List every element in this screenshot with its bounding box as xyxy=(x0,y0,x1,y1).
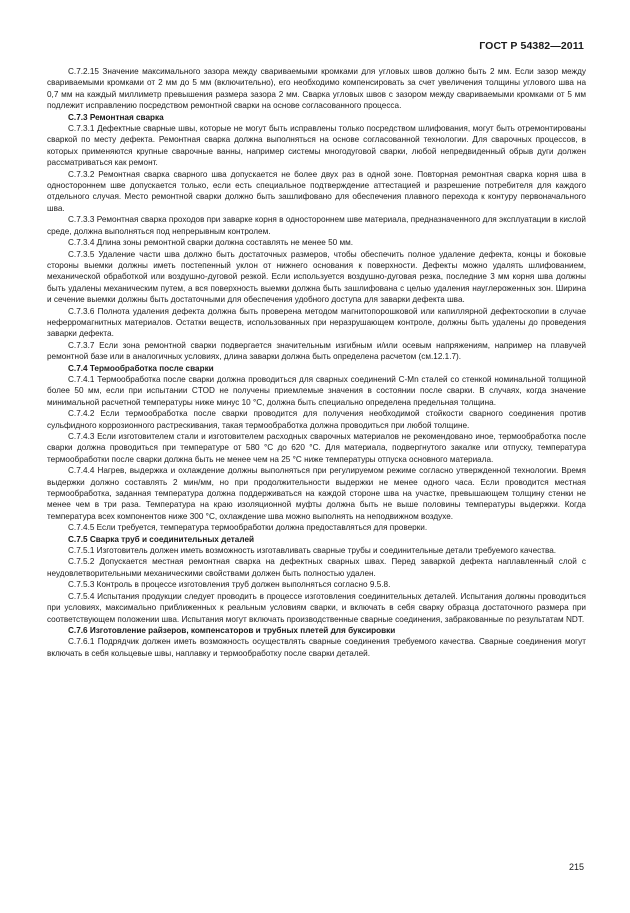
body-paragraph: С.7.3.6 Полнота удаления дефекта должна быть проверена методом магнитопорошковой или капиллярной дефектоскопии в случае неферромагнитных материалов. Остатки веществ, использованных при неразрушающем контроле, должны быть удалены до проведения заварки дефекта. xyxy=(47,306,586,339)
body-paragraph: С.7.3.7 Если зона ремонтной сварки подвергается значительным изгибным и/или осевым напряжениям, например на плавучей ремонтной базе или в аналогичных условиях, длина заварки должна быть определена расчетом (см.12.1.7). xyxy=(47,340,586,362)
body-paragraph: С.7.6.1 Подрядчик должен иметь возможность осуществлять сварные соединения требуемого качества. Сварные соединения могут включать в себя кольцевые швы, наплавку и термообработку после сварки деталей. xyxy=(47,637,586,658)
section-heading: С.7.5 Сварка труб и соединительных деталей xyxy=(68,534,255,544)
body-paragraph: С.7.3.2 Ремонтная сварка сварного шва допускается не более двух раз в одной зоне. Повторная ремонтная сварка корня шва в одностороннем шве допускается только, если есть специальное подтверждение аттестацией и разрешение потребителя для каждого отдельного случая. Место ремонтной сварки должно быть зашлифовано для обеспечения плавного перехода к контуру первоначального шва. xyxy=(47,169,586,213)
body-paragraph: С.7.5.3 Контроль в процессе изготовления труб должен выполняться согласно 9.5.8. xyxy=(68,580,391,590)
body-paragraph: С.7.3.5 Удаление части шва должно быть достаточных размеров, чтобы обеспечить полное удаление дефекта, концы и боковые стороны выемки должны иметь постепенный уклон от нижнего основания к поверхности. Дефекты можно удалять шлифованием, механической обработкой или воздушно-дуговой резкой. Если используется воздушно-дуговая резка, последние 3 мм корня шва должны быть удалены механическим путем, а вся поверхность выемки должна быть зашлифована с целью удаления науглероженных зон. Ширина и сечение выемки должны быть достаточными для обеспечения удобного доступа для заварки дефекта шва. xyxy=(47,249,586,305)
document-body xyxy=(47,66,586,659)
section-heading: С.7.6 Изготовление райзеров, компенсаторов и трубных плетей для буксировки xyxy=(68,625,396,635)
body-paragraph: С.7.5.1 Изготовитель должен иметь возможность изготавливать сварные трубы и соединительные детали требуемого качества. xyxy=(68,546,557,556)
body-paragraph: С.7.4.4 Нагрев, выдержка и охлаждение должны выполняться при регулируемом режиме согласно утвержденной технологии. Время выдержки должно составлять 2 мин/мм, но при продолжительности выдержки не менее одного часа. Если проводится местная термообработка, заданная температура должна поддерживаться на каждой стороне шва на участке, превышающем толщину стенки не менее чем в три раза. Температура на краю изоляционной муфты должна быть не выше половины температуры выдержки. Когда температура всех компонентов ниже 300 °С, охлаждение шва можно выполнять на неподвижном воздухе. xyxy=(47,466,586,521)
body-paragraph: С.7.3.4 Длина зоны ремонтной сварки должна составлять не менее 50 мм. xyxy=(68,238,353,248)
body-paragraph: С.7.4.1 Термообработка после сварки должна проводиться для сварных соединений С-Mn сталей со стенкой номинальной толщиной более 50 мм, если при испытании CTOD не получены приемлемые значения в состоянии после сварки. В случаях, когда значение минимальной расчетной температуры ниже минус 10 °С, должна быть специально определена предельная толщина. xyxy=(47,374,586,407)
section-heading: С.7.3 Ремонтная сварка xyxy=(68,112,164,122)
page-number: 215 xyxy=(568,862,584,872)
body-paragraph: С.7.3.1 Дефектные сварные швы, которые не могут быть исправлены только посредством шлифования, могут быть отремонтированы сваркой по месту дефекта. Ремонтная сварка должна выполняться на основе согласованной технологии. Для сварочных процессов, в которых применяются крупные сварочные ванны, например системы многодуговой сварки, любой непредвиденный обрыв дуги должен рассматриваться как ремонт. xyxy=(47,124,586,168)
body-paragraph: С.7.4.3 Если изготовителем стали и изготовителем расходных сварочных материалов не рекомендовано иное, термообработка после сварки должна проводиться при температуре от 580 °С до 620 °С. Для материала, подвергнутого закалке или отпуску, температура термообработки после сварки должна быть не менее чем на 25 °С ниже температуры отпуска основного материала. xyxy=(47,432,586,464)
section-heading: С.7.4 Термообработка после сварки xyxy=(68,363,214,373)
body-paragraph: С.7.4.5 Если требуется, температура термообработки должна предоставляться для проверки. xyxy=(68,523,428,533)
body-paragraph: С.7.5.2 Допускается местная ремонтная сварка на дефектных сварных швах. Перед заваркой дефекта наплавленный слой с неудовлетворительными механическими свойствами должен быть полностью удален. xyxy=(47,557,586,578)
body-paragraph: С.7.2.15 Значение максимального зазора между свариваемыми кромками для угловых швов должно быть 2 мм. Если зазор между свариваемыми кромками от 2 мм до 5 мм (включительно), его необходимо компенсировать за счет увеличения толщины углового шва на 0,7 мм на каждый миллиметр превышения размера зазора 2 мм. Сварка угловых швов с зазором между свариваемыми кромками от 5 мм подлежит исправлению посредством ремонтной сварки на основе согласованного процесса. xyxy=(47,67,586,111)
document-code: ГОСТ Р 54382—2011 xyxy=(479,40,584,52)
body-paragraph: С.7.3.3 Ремонтная сварка проходов при заварке корня в одностороннем шве материала, предназначенного для эксплуатации в кислой среде, должна выполняться под непрерывным контролем. xyxy=(47,215,586,236)
body-paragraph: С.7.5.4 Испытания продукции следует проводить в процессе изготовления соединительных деталей. Испытания должны проводиться при условиях, максимально приближенных к реальным условиям сварки, и включать в себя сварку образца достаточного размера при соответствующем положении шва. Испытания могут включать производственные сварные соединения, забракованные по результатам NDT. xyxy=(47,591,586,624)
body-paragraph: С.7.4.2 Если термообработка после сварки проводится для получения необходимой стойкости сварного соединения против сульфидного коррозионного растрескивания, такая термообработка должна проводиться при любой толщине. xyxy=(47,409,586,430)
